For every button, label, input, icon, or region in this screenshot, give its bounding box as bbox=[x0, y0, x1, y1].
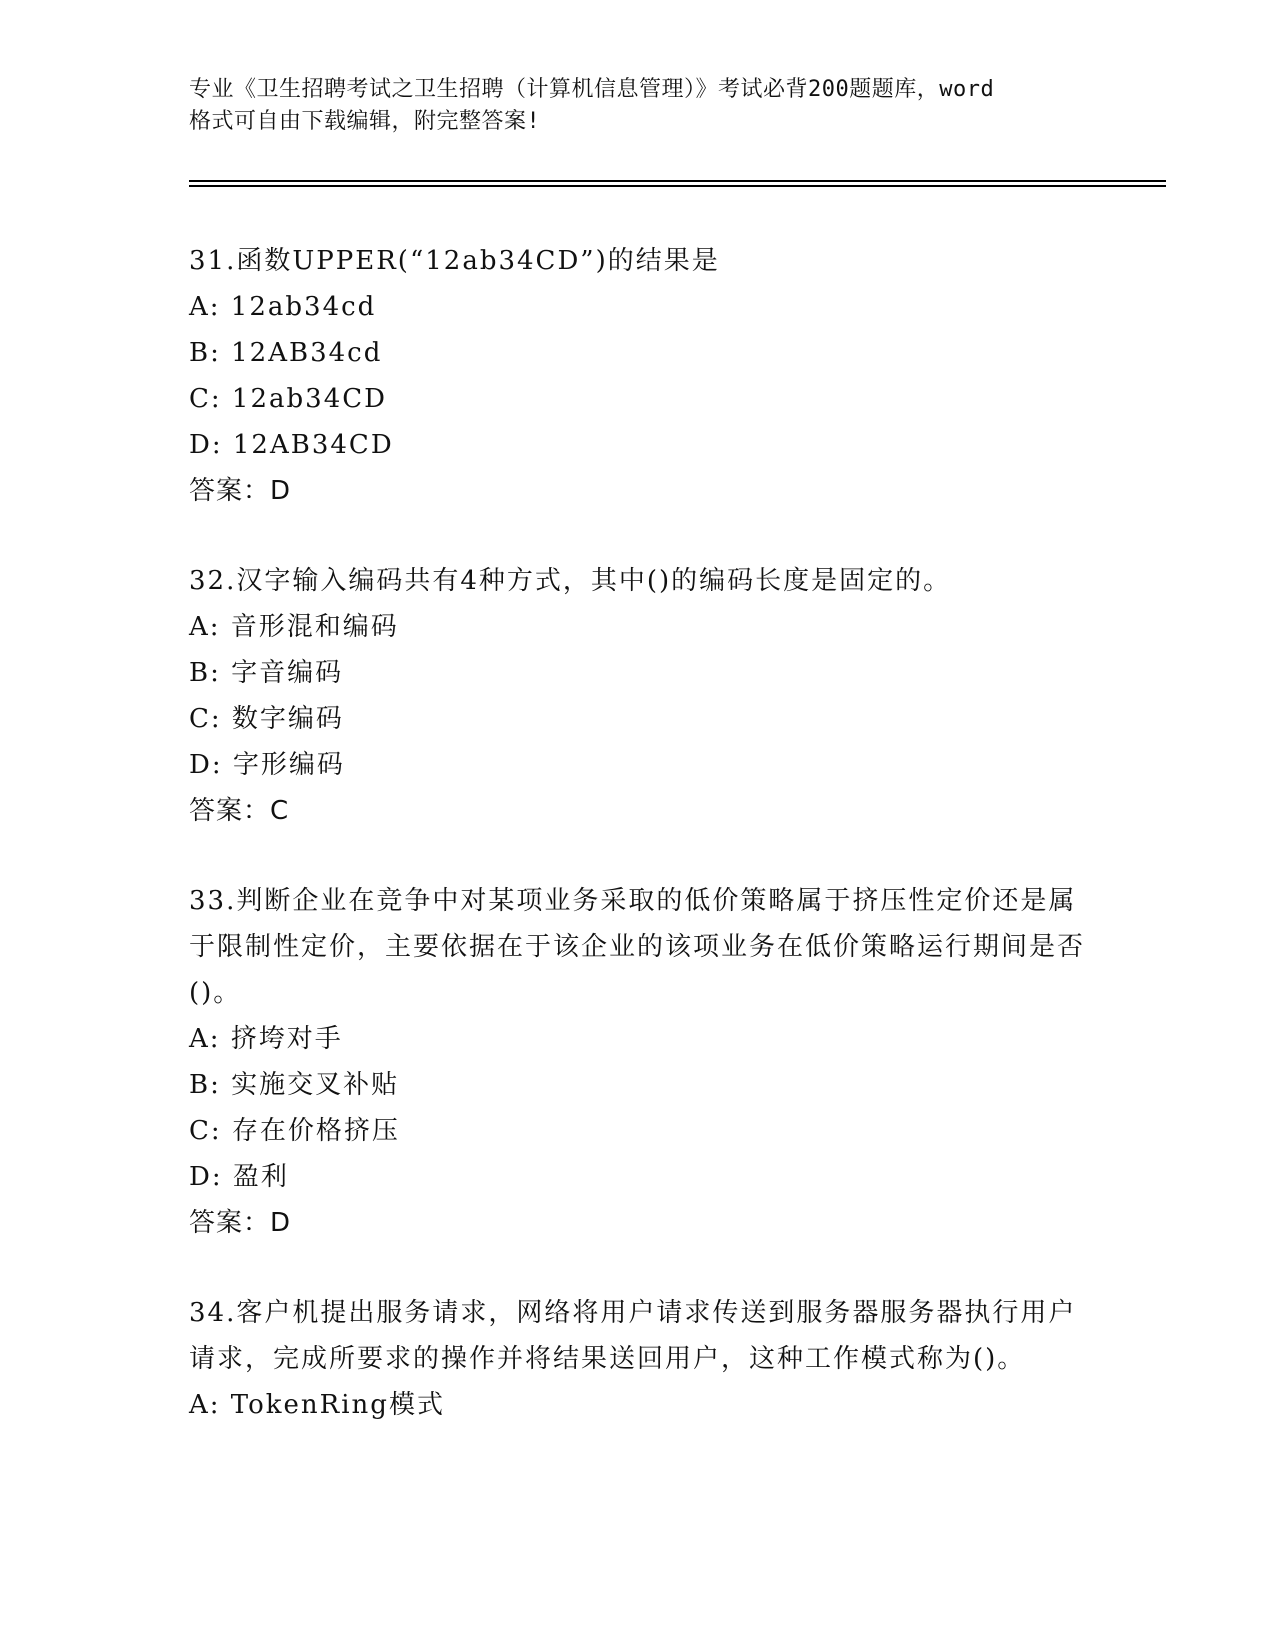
option-a: A: 音形混和编码 bbox=[189, 612, 399, 642]
question-text: 33.判断企业在竞争中对某项业务采取的低价策略属于挤压性定价还是属于限制性定价，主要依据在于该企业的该项业务在低价策略运行期间是否()。 bbox=[189, 886, 1086, 1008]
header-line-1: 专业《卫生招聘考试之卫生招聘（计算机信息管理）》考试必背200题题库，word bbox=[189, 77, 995, 102]
question-31 bbox=[189, 238, 1089, 514]
option-d: D: 盈利 bbox=[189, 1162, 289, 1192]
option-b: B: 实施交叉补贴 bbox=[189, 1070, 400, 1100]
option-b: B: 字音编码 bbox=[189, 658, 344, 688]
header-divider-top bbox=[189, 180, 1166, 182]
option-d: D: 字形编码 bbox=[189, 750, 345, 780]
question-text: 32.汉字输入编码共有4种方式，其中()的编码长度是固定的。 bbox=[189, 566, 952, 596]
header-line-2: 格式可自由下载编辑，附完整答案! bbox=[189, 109, 541, 134]
option-a: A: TokenRing模式 bbox=[189, 1390, 445, 1420]
option-c: C: 数字编码 bbox=[189, 704, 344, 734]
document-header bbox=[189, 74, 1089, 138]
option-c: C: 12ab34CD bbox=[189, 384, 387, 414]
answer-label: 答案：C bbox=[189, 796, 290, 826]
header-divider-bottom bbox=[189, 185, 1166, 187]
option-b: B: 12AB34cd bbox=[189, 338, 383, 368]
question-32 bbox=[189, 558, 1089, 834]
question-text: 31.函数UPPER(“12ab34CD”)的结果是 bbox=[189, 246, 720, 276]
option-a: A: 挤垮对手 bbox=[189, 1024, 343, 1054]
option-a: A: 12ab34cd bbox=[189, 292, 377, 322]
question-33 bbox=[189, 878, 1089, 1246]
answer-label: 答案：D bbox=[189, 476, 292, 506]
question-list bbox=[189, 238, 1089, 1472]
question-text: 34.客户机提出服务请求，网络将用户请求传送到服务器服务器执行用户请求，完成所要求的操作并将结果送回用户，这种工作模式称为()。 bbox=[189, 1298, 1077, 1374]
question-34 bbox=[189, 1290, 1089, 1428]
option-c: C: 存在价格挤压 bbox=[189, 1116, 400, 1146]
answer-label: 答案：D bbox=[189, 1208, 292, 1238]
option-d: D: 12AB34CD bbox=[189, 430, 394, 460]
